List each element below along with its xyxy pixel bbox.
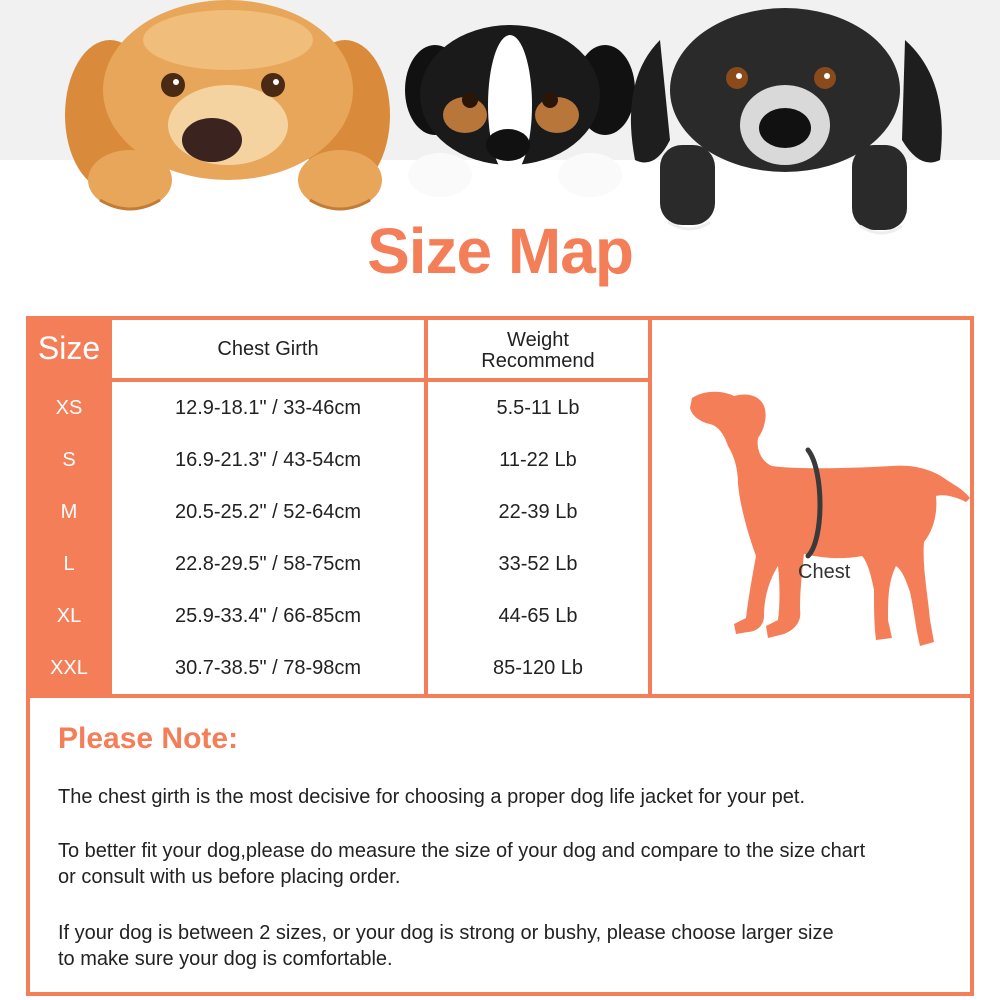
chest-label: Chest — [798, 561, 851, 583]
row-size-xxl: XXL — [50, 656, 88, 679]
row-weight-m: 22-39 Lb — [498, 500, 578, 523]
row-size-m: M — [60, 500, 78, 523]
header-weight-line1: Weight — [507, 329, 569, 351]
note-paragraph-2 — [58, 838, 958, 890]
note-paragraph-2-line-2: or consult with us before placing order. — [58, 866, 401, 888]
golden-retriever-dog — [65, 0, 390, 210]
note-title: Please Note: — [58, 722, 239, 755]
size-chart-table — [26, 316, 974, 698]
black-white-spaniel-dog — [631, 8, 942, 233]
row-weight-xl: 44-65 Lb — [498, 604, 578, 627]
chest-measure-diagram — [652, 320, 974, 694]
row-weight-xs: 5.5-11 Lb — [496, 396, 580, 419]
header-weight-line2: Recommend — [481, 350, 595, 372]
row-size-s: S — [62, 448, 76, 471]
row-weight-s: 11-22 Lb — [499, 448, 577, 471]
header-weight-recommend — [428, 324, 648, 378]
row-chest-m: 20.5-25.2" / 52-64cm — [174, 500, 362, 523]
page-title: Size Map — [367, 215, 633, 287]
tricolor-puppy-dog — [405, 25, 635, 197]
note-paragraph-3 — [58, 920, 958, 972]
row-chest-xs: 12.9-18.1" / 33-46cm — [174, 396, 362, 419]
row-size-l: L — [63, 552, 75, 575]
note-paragraph-2-line-1: To better fit your dog,please do measure the size of your dog and compare to the size chart — [58, 840, 866, 862]
row-weight-xxl: 85-120 Lb — [492, 656, 584, 679]
note-paragraph-1: The chest girth is the most decisive for choosing a proper dog life jacket for your pet. — [58, 786, 806, 808]
header-size: Size — [37, 330, 101, 367]
dog-silhouette-icon — [652, 320, 974, 694]
row-chest-l: 22.8-29.5" / 58-75cm — [174, 552, 362, 575]
row-weight-l: 33-52 Lb — [498, 552, 578, 575]
note-paragraph-3-line-1: If your dog is between 2 sizes, or your dog is strong or bushy, please choose larger size — [58, 922, 834, 944]
row-chest-xl: 25.9-33.4" / 66-85cm — [174, 604, 362, 627]
row-size-xl: XL — [56, 604, 82, 627]
header-chest-girth: Chest Girth — [217, 337, 319, 360]
note-section — [26, 698, 974, 996]
peeking-dogs-illustration — [0, 0, 1000, 245]
note-paragraph-3-line-2: to make sure your dog is comfortable. — [58, 948, 393, 970]
row-size-xs: XS — [55, 396, 83, 419]
row-chest-s: 16.9-21.3" / 43-54cm — [174, 448, 362, 471]
row-chest-xxl: 30.7-38.5" / 78-98cm — [174, 656, 362, 679]
